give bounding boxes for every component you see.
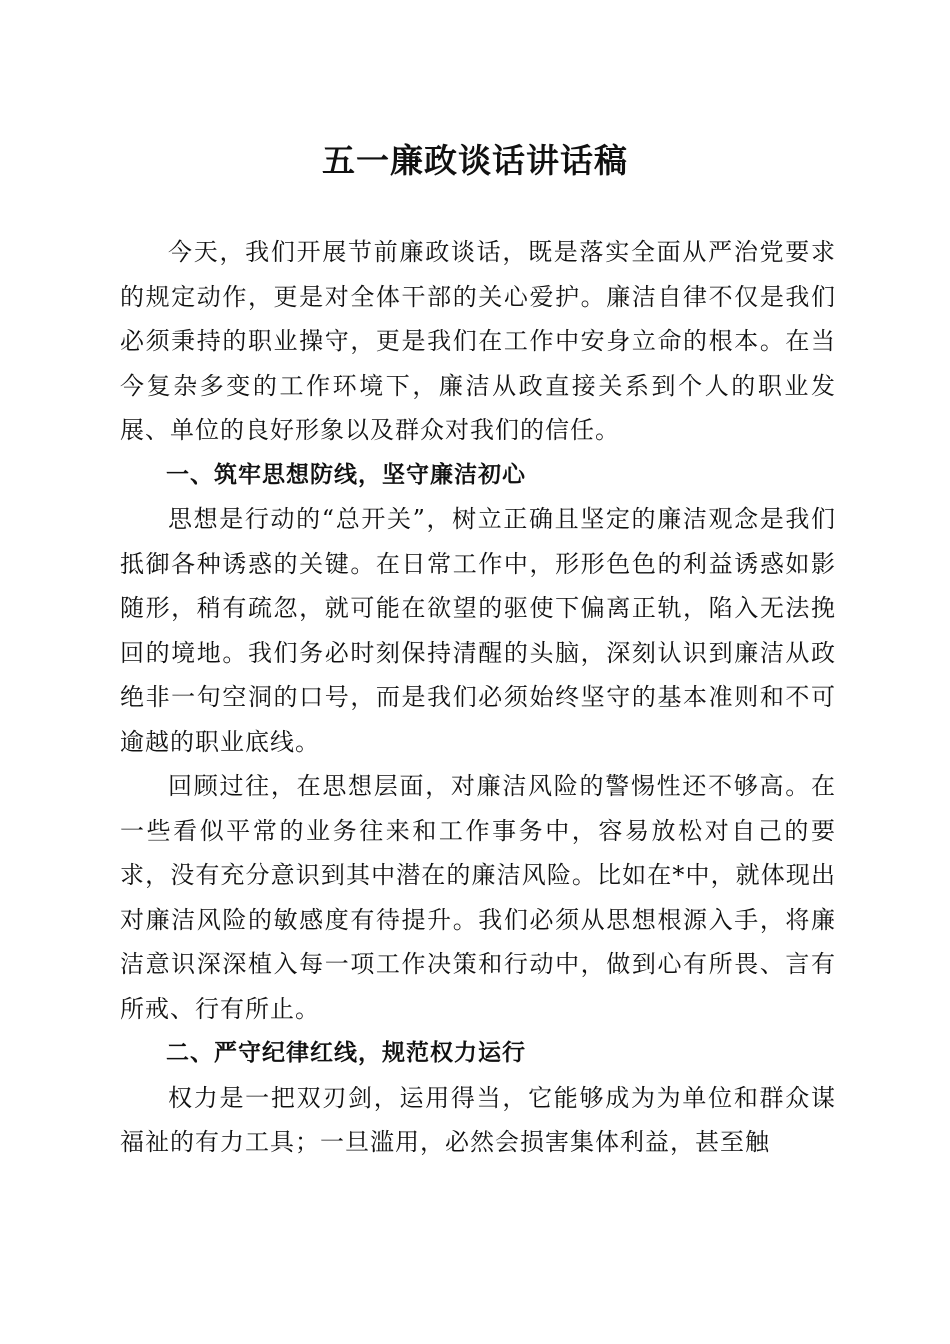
document-title: 五一廉政谈话讲话稿	[322, 141, 628, 180]
paragraph-section-2-a: 权力是一把双刃剑，运用得当，它能够成为为单位和群众谋福祉的有力工具；一旦滥用，必然会损害集体利益，甚至触	[120, 1083, 836, 1156]
section-heading-1: 一、筑牢思想防线，坚守廉洁初心	[166, 461, 526, 488]
paragraph-section-1-a: 思想是行动的“总开关”，树立正确且坚定的廉洁观念是我们抵御各种诱惑的关键。在日常工作中，形形色色的利益诱惑如影随形，稍有疏忽，就可能在欲望的驱使下偏离正轨，陷入无法挽回的境地。我们务必时刻保持清醒的头脑，深刻认识到廉洁从政绝非一句空洞的口号，而是我们必须始终坚守的基本准则和不可逾越的职业底线。	[120, 505, 836, 756]
paragraph-section-1-b: 回顾过往，在思想层面，对廉洁风险的警惕性还不够高。在一些看似平常的业务往来和工作事务中，容易放松对自己的要求，没有充分意识到其中潜在的廉洁风险。比如在*中，就体现出对廉洁风险的敏感度有待提升。我们必须从思想根源入手，将廉洁意识深深植入每一项工作决策和行动中，做到心有所畏、言有所戒、行有所止。	[120, 772, 836, 1023]
document-body	[120, 230, 836, 1165]
paragraph-intro: 今天，我们开展节前廉政谈话，既是落实全面从严治党要求的规定动作，更是对全体干部的关心爱护。廉洁自律不仅是我们必须秉持的职业操守，更是我们在工作中安身立命的根本。在当今复杂多变的工作环境下，廉洁从政直接关系到个人的职业发展、单位的良好形象以及群众对我们的信任。	[120, 238, 836, 444]
section-heading-2: 二、严守纪律红线，规范权力运行	[166, 1040, 526, 1066]
